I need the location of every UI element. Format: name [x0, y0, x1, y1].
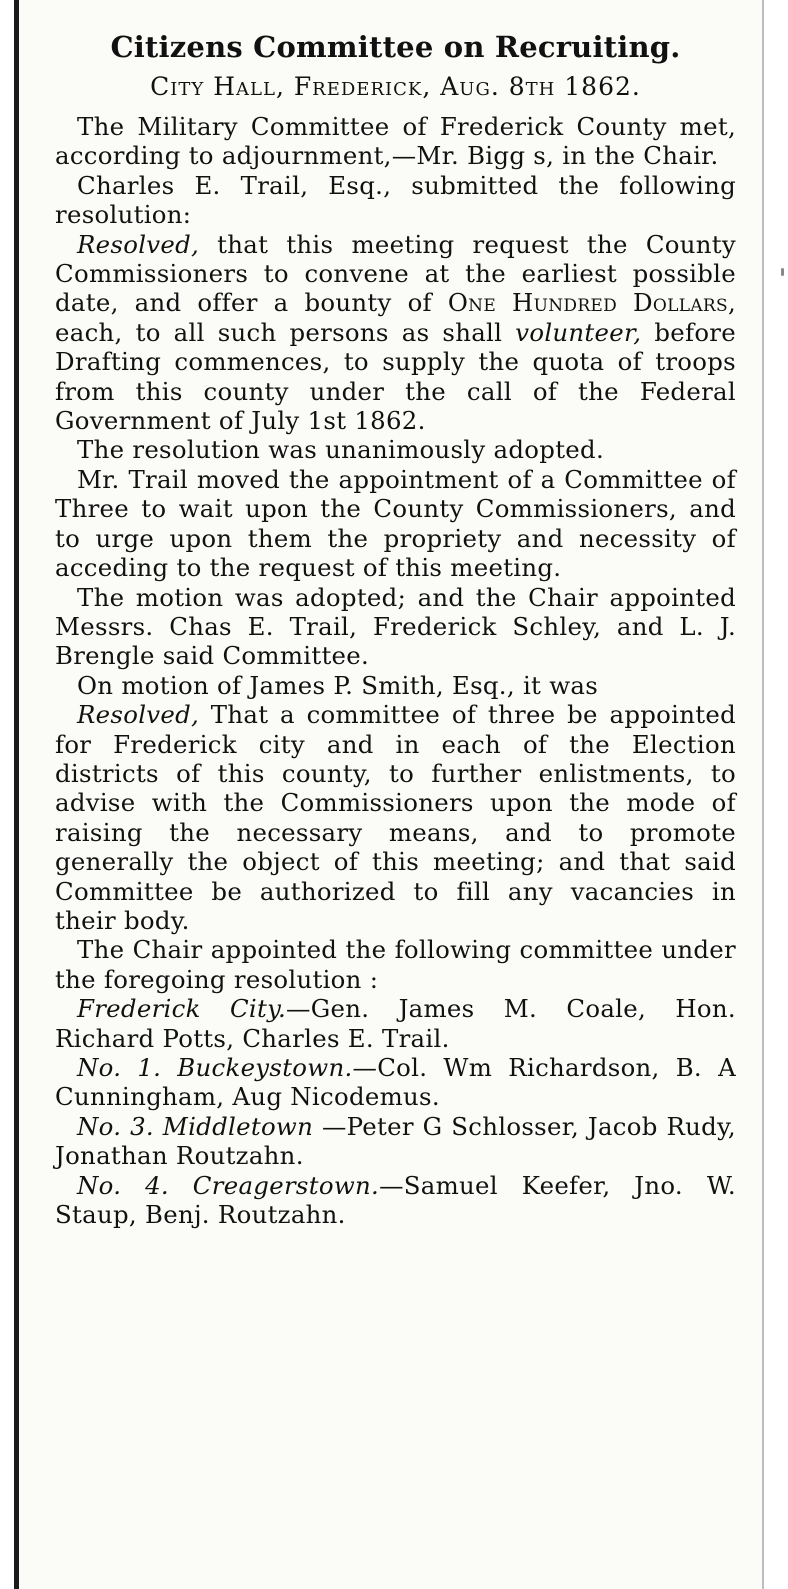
resolution-text-b: each, to all such persons as shall [55, 317, 516, 347]
resolution-text-c: before Drafting commences, to supply the quota of troops from this county under the call of the Federal Government of July 1st 1862. [55, 317, 736, 436]
paragraph-adopted: The resolution was unanimously adopted. [77, 435, 604, 465]
district-name: No. 3. Middletown [77, 1111, 314, 1141]
committee-buckeystown [55, 1053, 736, 1112]
resolved-lead: Resolved, [77, 229, 200, 259]
paragraph-motion-committee: Mr. Trail moved the appointment of a Committee of Three to wait upon the County Commissioners, and to urge upon them the propriety and necessity of acceding to the request of this meeting. [55, 464, 736, 583]
district-name: No. 4. Creagerstown. [77, 1170, 380, 1200]
district-members: —Peter G Schlosser, Jacob Rudy, Jonathan Routzahn. [55, 1111, 736, 1171]
paragraph-chair-appointed: The Chair appointed the following committee under the foregoing resolution : [55, 935, 736, 994]
district-members: —Gen. James M. Coale, Hon. Richard Potts, Charles E. Trail. [55, 994, 736, 1053]
article-title: Citizens Committee on Recruiting. [110, 30, 681, 64]
paragraph-submission: Charles E. Trail, Esq., submitted the following resolution: [55, 170, 736, 230]
scan-speck [781, 268, 784, 276]
paragraph-resolution-bounty [55, 230, 736, 436]
district-name: No. 1. Buckeystown. [77, 1053, 353, 1082]
paragraph-resolution-districts [55, 700, 736, 935]
resolution-districts-text: That a committee of three be appointed for Frederick city and in each of the Election districts of this county, to further enlistments, to advise with the Commissioners upon the mode of raising the necessary means, and to promote generally the object of this meeting; and that said Committee be authorized to fill any vacancies in their body. [55, 700, 736, 935]
paragraph-smith-motion: On motion of James P. Smith, Esq., it was [77, 670, 599, 700]
clipping-bottom-edge [19, 1575, 762, 1589]
committee-frederick-city [55, 994, 736, 1053]
committee-middletown [55, 1112, 736, 1171]
district-members: —Samuel Keefer, Jno. W. Staup, Benj. Routzahn. [55, 1170, 736, 1230]
resolution-text-a: that this meeting request the County Commissioners to convene at the earliest possible date, and offer a bounty of [55, 229, 736, 318]
resolved-lead-2: Resolved, [77, 700, 200, 730]
paragraph-meeting: The Military Committee of Frederick County met, according to adjournment,—Mr. Bigg s, in the Chair. [55, 112, 736, 171]
district-name: Frederick City. [77, 994, 287, 1024]
district-members: —Col. Wm Richardson, B. A Cunningham, Aug Nicodemus. [55, 1053, 736, 1112]
paragraph-appointment: The motion was adopted; and the Chair appointed Messrs. Chas E. Trail, Frederick Schley, and L. J. Brengle said Committee. [55, 582, 736, 671]
article-dateline: City Hall, Frederick, Aug. 8th 1862. [150, 72, 641, 101]
bounty-amount: One Hundred Dollars, [447, 288, 737, 318]
newspaper-clipping [14, 0, 764, 1589]
article-body [55, 112, 736, 1229]
volunteer-word: volunteer, [515, 317, 642, 347]
committee-creagerstown [55, 1171, 736, 1230]
